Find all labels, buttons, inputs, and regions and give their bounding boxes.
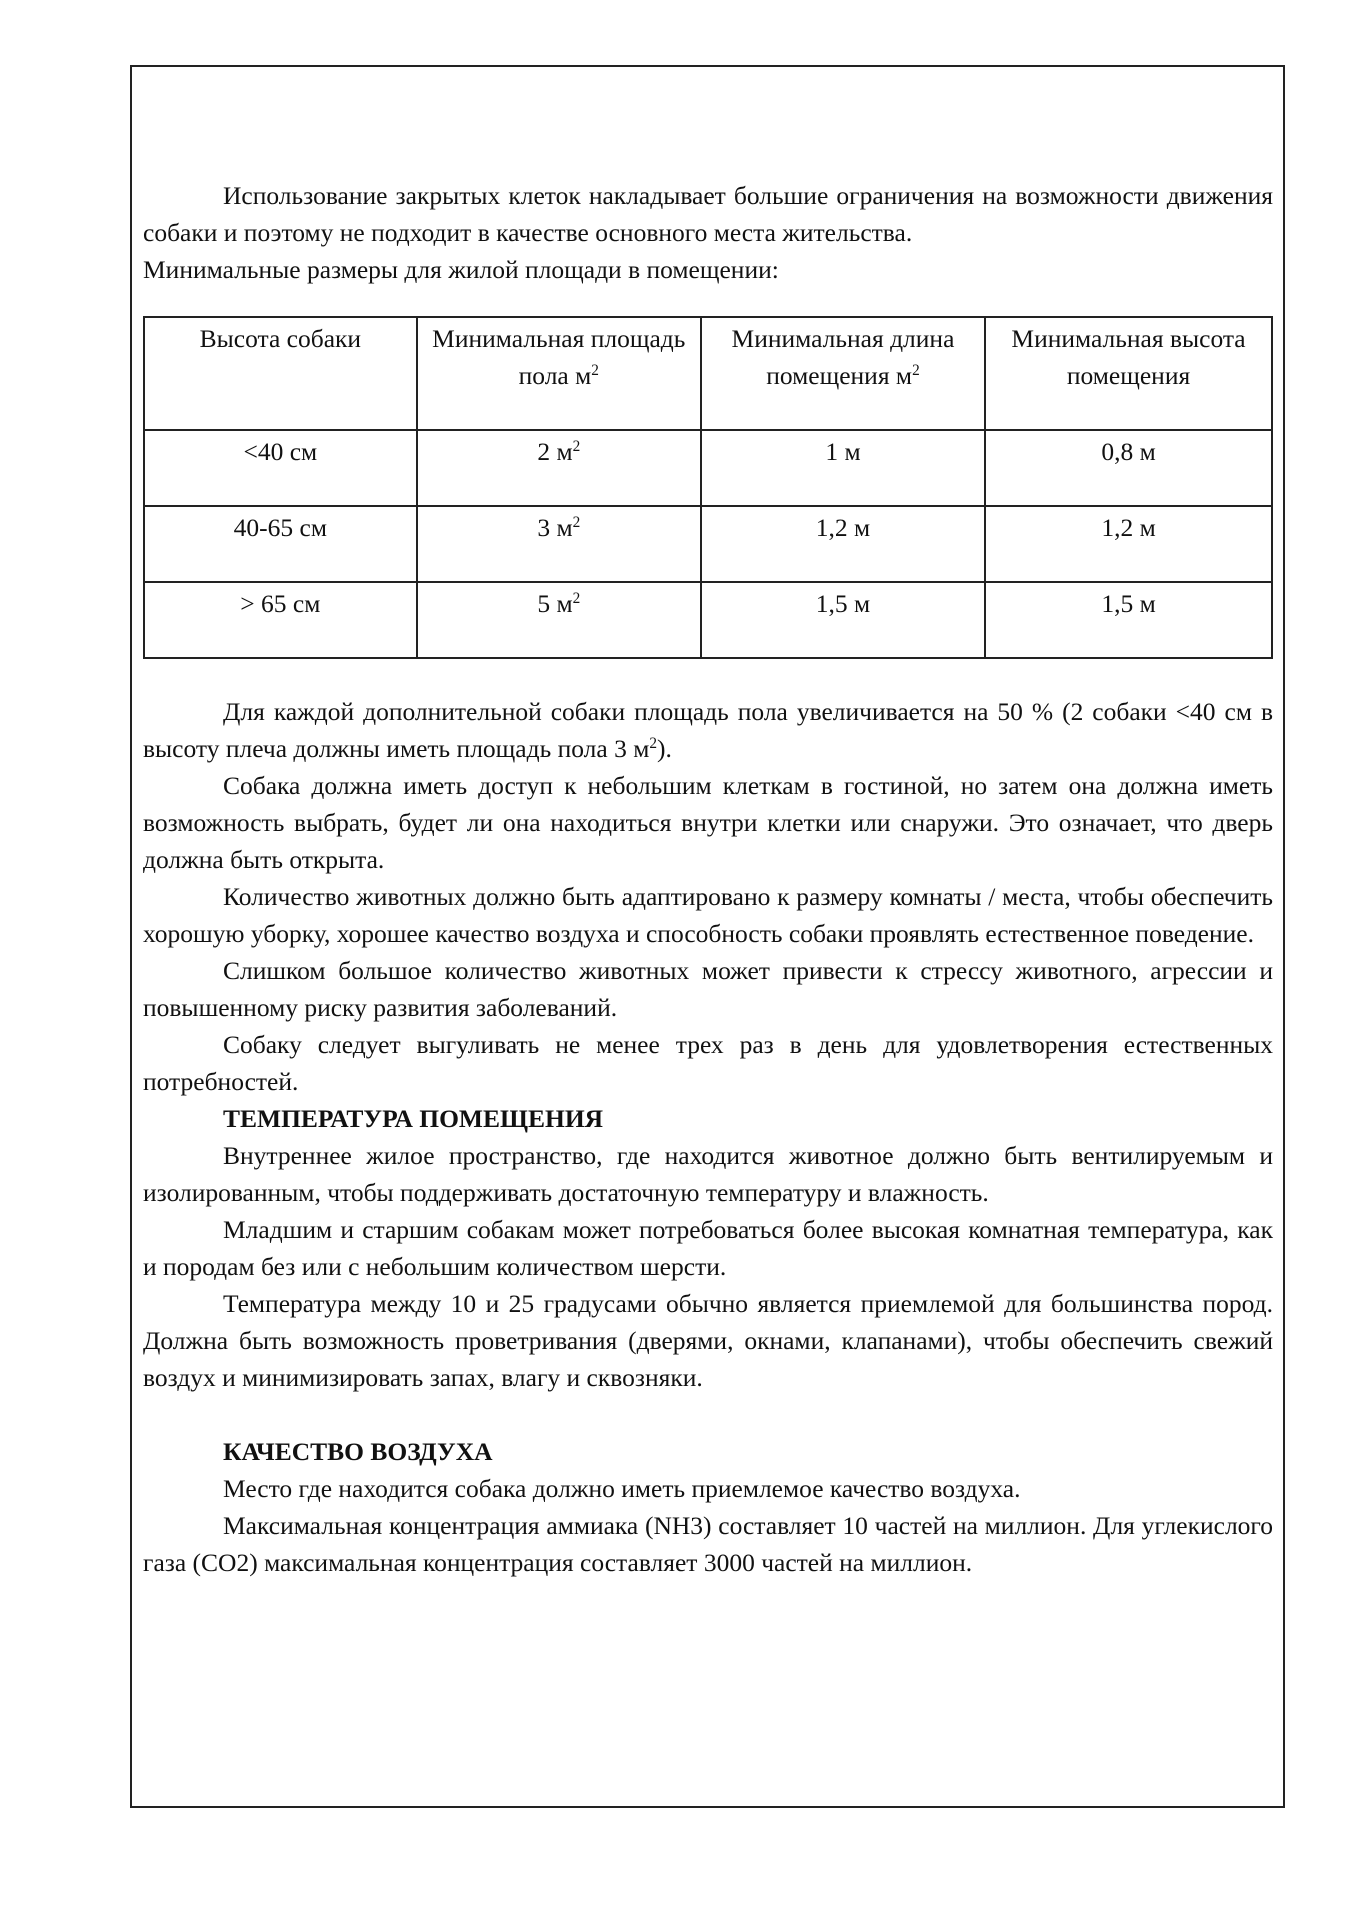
temperature-paragraph-1: Внутреннее жилое пространство, где находится животное должно быть вентилируемым и изолированным, чтобы поддерживать достаточную температуру и влажность.	[143, 1141, 1273, 1207]
temperature-paragraph-3: Температура между 10 и 25 градусами обычно является приемлемой для большинства пород. Должна быть возможность проветривания (дверями, окнами, клапанами), чтобы обеспечить свежий воздух и минимизировать запах, влагу и сквозняки.	[143, 1289, 1273, 1392]
cell-text: 3 м	[537, 513, 573, 542]
walking-paragraph: Собаку следует выгуливать не менее трех раз в день для удовлетворения естественных потребностей.	[143, 1030, 1273, 1096]
cell-text: 5 м	[537, 589, 573, 618]
superscript: 2	[912, 361, 920, 379]
table-row	[144, 506, 1272, 582]
cell-floor-area	[417, 582, 701, 658]
cell-text: 2 м	[537, 437, 573, 466]
cell-room-height: 0,8 м	[985, 430, 1272, 506]
header-text: Минимальная высота помещения	[1011, 324, 1246, 390]
intro-paragraph: Использование закрытых клеток накладывает большие ограничения на возможности движения собаки и поэтому не подходит в качестве основного места жительства.	[143, 181, 1273, 247]
cell-room-length: 1,5 м	[701, 582, 985, 658]
paragraph-text: Для каждой дополнительной собаки площадь пола увеличивается на 50 % (2 собаки <40 см в высоту плеча должны иметь площадь пола 3 м	[143, 697, 1273, 763]
spacer	[143, 1396, 1273, 1433]
header-min-room-height	[985, 317, 1272, 430]
superscript: 2	[649, 734, 657, 752]
air-quality-paragraph-1: Место где находится собака должно иметь приемлемое качество воздуха.	[223, 1474, 1021, 1503]
cell-dog-height: <40 см	[144, 430, 417, 506]
animal-count-paragraph: Количество животных должно быть адаптировано к размеру комнаты / места, чтобы обеспечить хорошую уборку, хорошее качество воздуха и способность собаки проявлять естественное поведение.	[143, 882, 1273, 948]
table-header-row	[144, 317, 1272, 430]
air-quality-paragraph-2: Максимальная концентрация аммиака (NH3) составляет 10 частей на миллион. Для углекислого газа (CO2) максимальная концентрация составляет 3000 частей на миллион.	[143, 1511, 1273, 1577]
air-quality-heading: КАЧЕСТВО ВОЗДУХА	[223, 1437, 493, 1466]
header-text: Высота собаки	[199, 324, 362, 353]
paragraph-text: ).	[657, 734, 672, 763]
header-dog-height	[144, 317, 417, 430]
header-min-floor-area	[417, 317, 701, 430]
table-row	[144, 430, 1272, 506]
table-caption: Минимальные размеры для жилой площади в помещении:	[143, 255, 779, 284]
header-min-room-length	[701, 317, 985, 430]
overcrowding-paragraph: Слишком большое количество животных может привести к стрессу животного, агрессии и повышенному риску развития заболеваний.	[143, 956, 1273, 1022]
cell-floor-area	[417, 430, 701, 506]
cell-dog-height: 40-65 см	[144, 506, 417, 582]
room-size-table	[143, 316, 1273, 659]
cell-room-length: 1 м	[701, 430, 985, 506]
temperature-heading: ТЕМПЕРАТУРА ПОМЕЩЕНИЯ	[223, 1104, 604, 1133]
page-content	[143, 177, 1273, 1581]
superscript: 2	[572, 589, 581, 607]
superscript: 2	[572, 513, 581, 531]
superscript: 2	[572, 437, 581, 455]
cage-access-paragraph: Собака должна иметь доступ к небольшим клеткам в гостиной, но затем она должна иметь возможность выбрать, будет ли она находиться внутри клетки или снаружи. Это означает, что дверь должна быть открыта.	[143, 771, 1273, 874]
additional-dog-paragraph	[143, 693, 1273, 767]
table-row	[144, 582, 1272, 658]
superscript: 2	[591, 361, 599, 379]
header-text: Минимальная площадь пола м	[432, 324, 686, 390]
cell-room-length: 1,2 м	[701, 506, 985, 582]
cell-dog-height: > 65 см	[144, 582, 417, 658]
header-text: Минимальная длина помещения м	[731, 324, 955, 390]
cell-room-height: 1,5 м	[985, 582, 1272, 658]
temperature-paragraph-2: Младшим и старшим собакам может потребоваться более высокая комнатная температура, как и породам без или с небольшим количеством шерсти.	[143, 1215, 1273, 1281]
cell-floor-area	[417, 506, 701, 582]
cell-room-height: 1,2 м	[985, 506, 1272, 582]
